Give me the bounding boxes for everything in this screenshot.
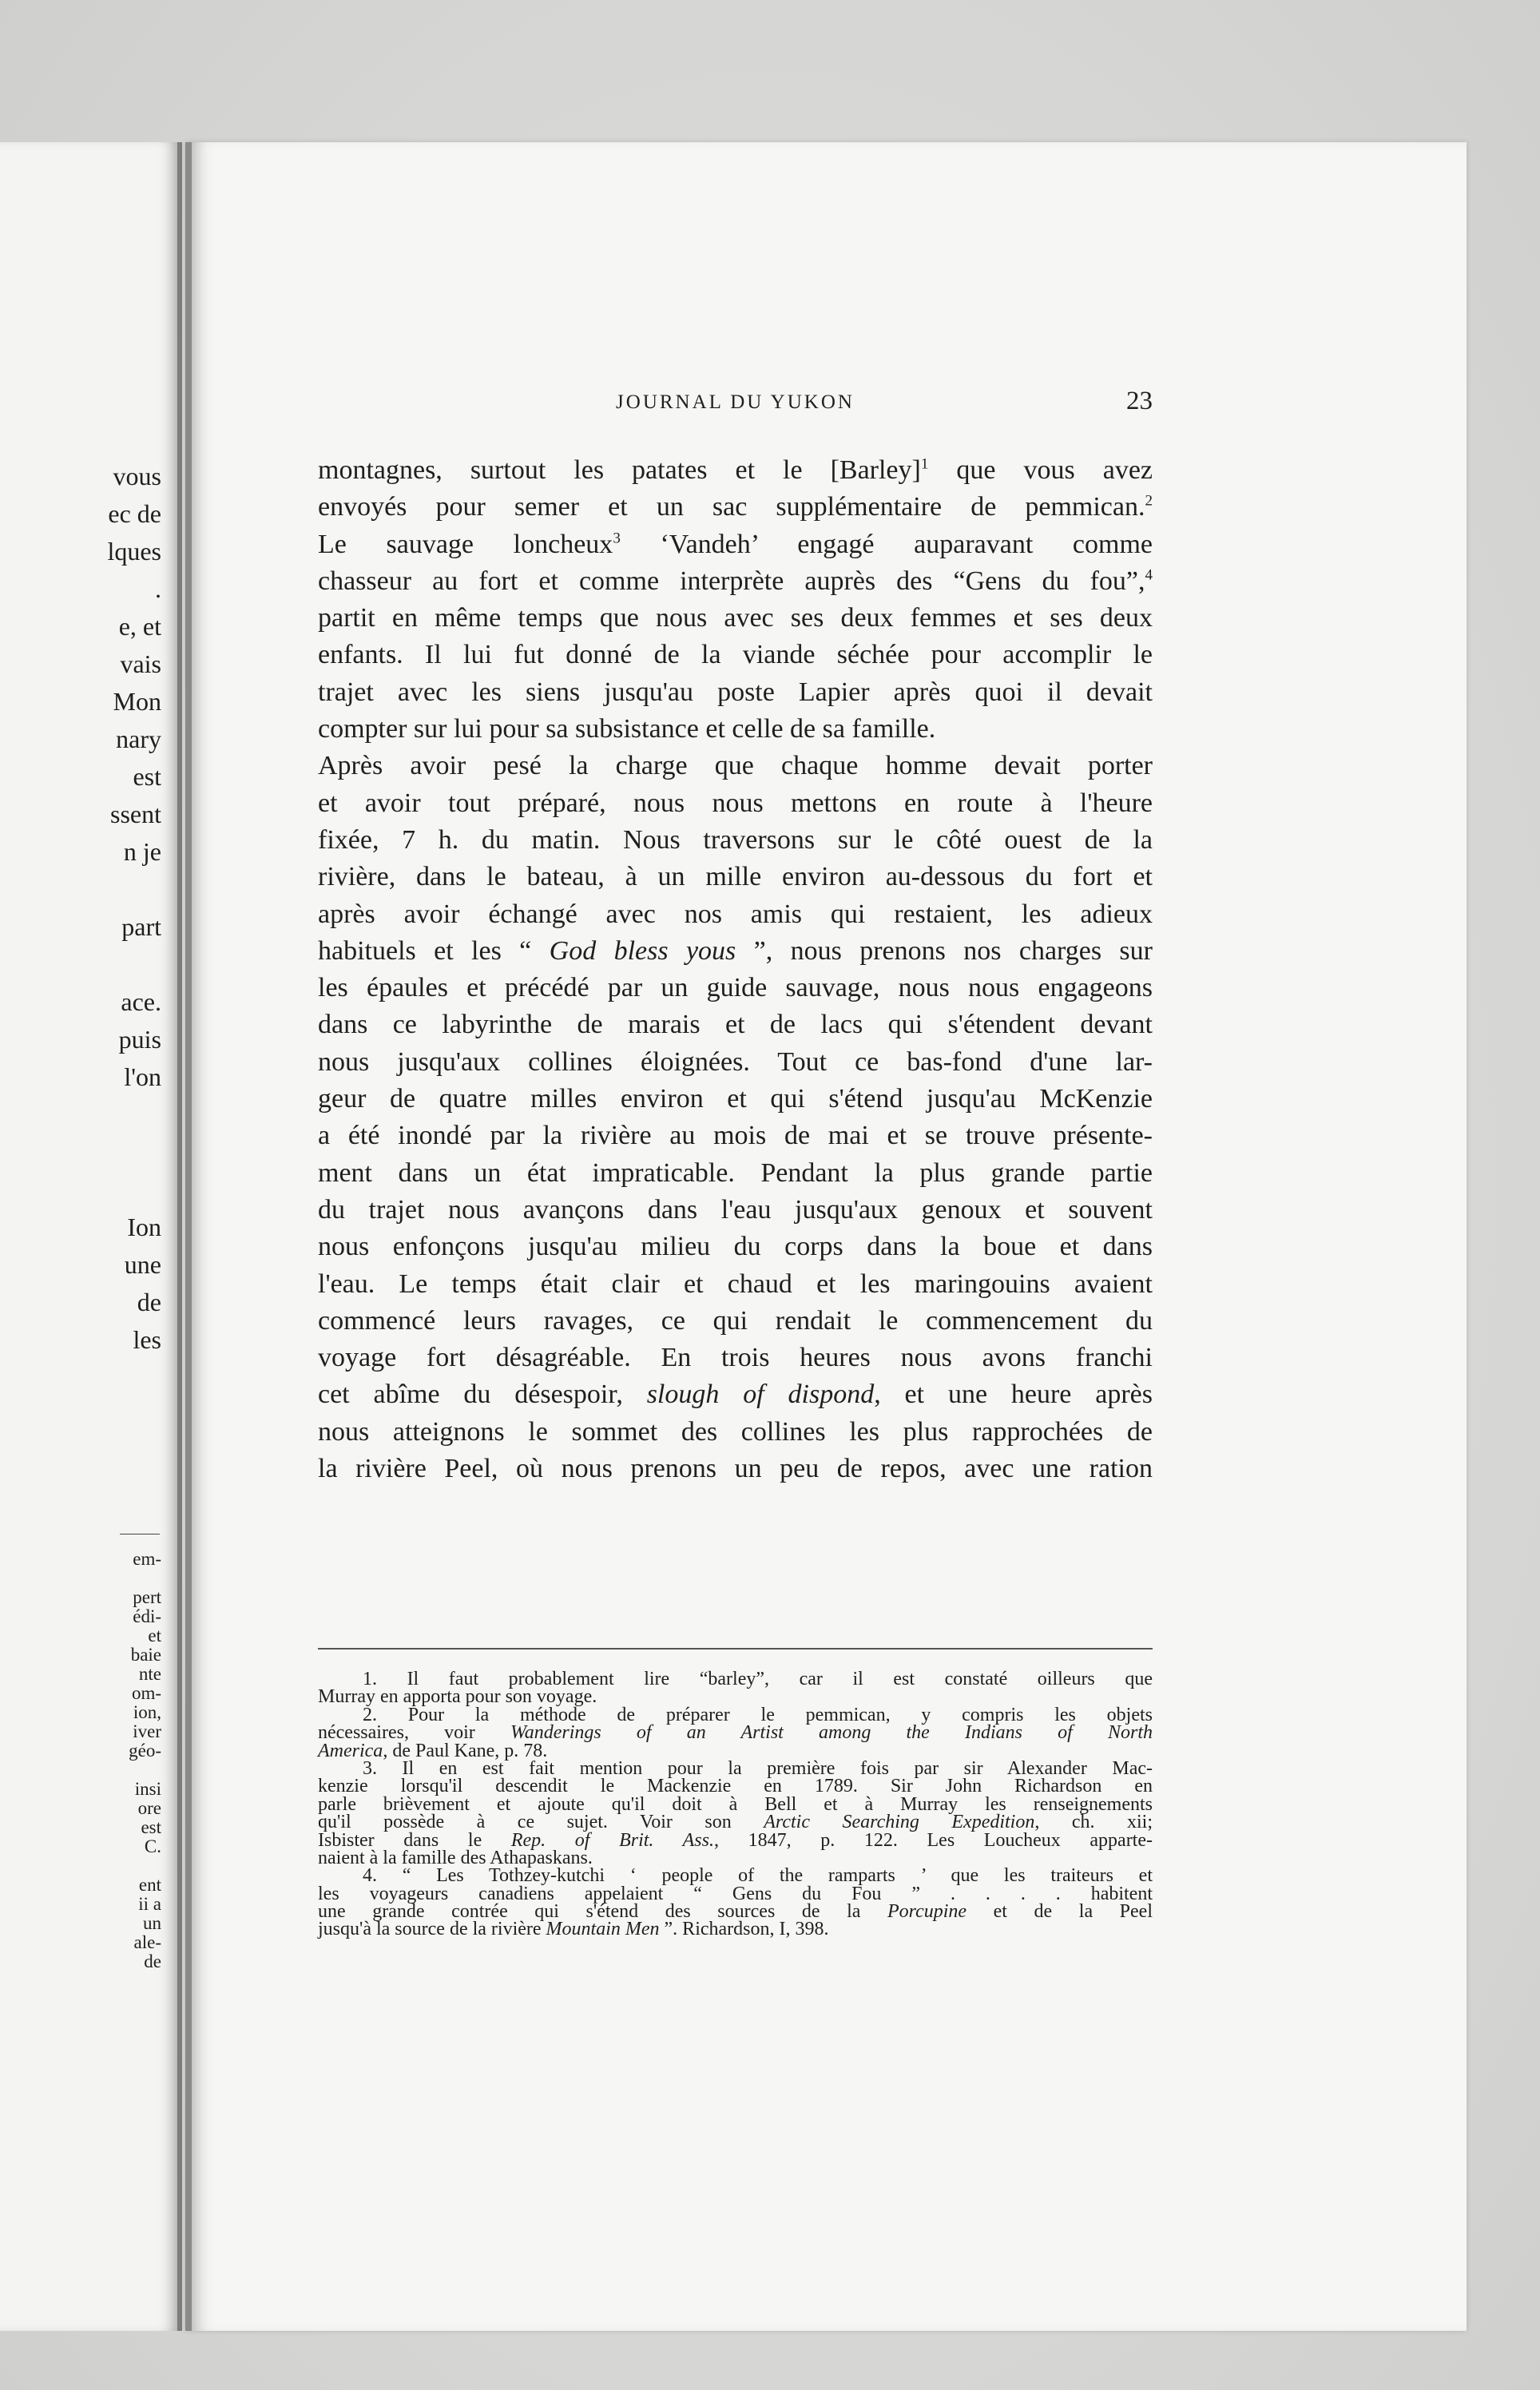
previous-page-note-line: iver — [133, 1721, 161, 1741]
footnote-line — [318, 1777, 1153, 1795]
previous-page-note-line: est — [141, 1817, 161, 1837]
body-text — [318, 452, 1153, 1487]
text-segment: envoyés pour semer et un sac supplémentaire de pemmican. — [318, 492, 1145, 522]
text-segment: ment dans un état impraticable. Pendant la plus grande partie — [318, 1157, 1153, 1188]
footnote-line — [318, 1865, 1153, 1887]
body-line — [318, 1266, 1153, 1303]
text-segment: 2. Pour la méthode de préparer le pemmican, y compris les objets — [363, 1704, 1153, 1725]
body-line — [318, 1376, 1153, 1413]
text-segment: ”. Richardson, I, 398. — [659, 1919, 829, 1940]
previous-page-line — [0, 1171, 168, 1209]
page-number: 23 — [1126, 387, 1153, 415]
italic-title: God bless yous — [549, 935, 736, 966]
text-segment: chasseur au fort et comme interprète auprès des “Gens du fou”, — [318, 566, 1145, 596]
previous-page-note-line: géo- — [129, 1741, 161, 1761]
previous-page-note-line: ent — [138, 1875, 161, 1895]
body-line — [318, 600, 1153, 637]
previous-page-line: . — [155, 574, 161, 603]
previous-page-line: ace. — [121, 987, 161, 1016]
previous-page-line: vais — [120, 649, 161, 678]
text-segment: naient à la famille des Athapaskans. — [318, 1847, 593, 1868]
text-segment: habituels et les “ — [318, 935, 550, 966]
text-segment: trajet avec les siens jusqu'au poste Lapier après quoi il devait — [318, 677, 1153, 707]
body-line — [318, 1229, 1153, 1265]
previous-page-line: de — [137, 1288, 161, 1316]
text-segment: a été inondé par la rivière au mois de mai et se trouve présente- — [318, 1121, 1153, 1151]
previous-page-line: n je — [123, 837, 161, 866]
previous-page-edge — [0, 142, 182, 2331]
previous-page-footnotes — [0, 1550, 168, 1971]
text-segment: nous atteignons le sommet des collines les plus rapprochées de — [318, 1416, 1153, 1447]
text-segment: la rivière Peel, où nous prenons un peu de repos, avec une ration — [318, 1454, 1153, 1484]
body-line — [318, 1303, 1153, 1340]
text-segment: montagnes, surtout les patates et le [Barley] — [318, 455, 921, 485]
footnote-marker: 4 — [1145, 566, 1153, 584]
italic-title: Mountain Men — [546, 1919, 660, 1940]
previous-page-note-line: ore — [137, 1798, 161, 1818]
previous-page-line: l'on — [124, 1062, 161, 1091]
text-segment: 3. Il en est fait mention pour la première fois par sir Alexander Mac- — [363, 1757, 1153, 1779]
footnote-line — [318, 1813, 1153, 1831]
body-line — [318, 489, 1153, 526]
body-line — [318, 1044, 1153, 1081]
text-segment: nous enfonçons jusqu'au milieu du corps dans la boue et dans — [318, 1232, 1153, 1262]
previous-page-note-line: ii a — [138, 1894, 161, 1914]
text-segment: ‘Vandeh’ engagé auparavant comme — [620, 529, 1153, 559]
previous-page-line — [0, 946, 168, 983]
text-segment: rivière, dans le bateau, à un mille environ au-dessous du fort et — [318, 862, 1153, 892]
italic-title: slough of dispond — [646, 1380, 875, 1410]
previous-page-line: e, et — [118, 612, 161, 641]
previous-page-line: une — [124, 1250, 161, 1279]
text-segment: , ch. xii; — [1034, 1812, 1153, 1833]
text-segment: Isbister dans le — [318, 1829, 511, 1851]
body-line — [318, 896, 1153, 933]
previous-page-note-line: baie — [130, 1645, 161, 1665]
text-segment: dans ce labyrinthe de marais et de lacs qui s'étendent devant — [318, 1010, 1153, 1040]
footnote-line — [318, 1757, 1153, 1779]
footnotes — [318, 1670, 1153, 1939]
previous-page-line — [0, 1133, 168, 1171]
footnote-marker: 1 — [920, 455, 929, 473]
body-line — [318, 526, 1153, 563]
body-line — [318, 674, 1153, 711]
body-line — [318, 1155, 1153, 1192]
text-segment: commencé leurs ravages, ce qui rendait le commencement du — [318, 1305, 1153, 1336]
text-segment: nécessaires, voir — [318, 1722, 510, 1744]
previous-page-note-line — [0, 1569, 168, 1588]
text-segment: les voyageurs canadiens appelaient “ Gens du Fou ” . . . . habitent — [318, 1883, 1153, 1904]
footnote-line — [318, 1849, 1153, 1867]
running-header — [318, 388, 1153, 420]
previous-page-line — [0, 1096, 168, 1133]
italic-title: Rep. of Brit. Ass. — [510, 1829, 714, 1851]
previous-page-line: part — [121, 912, 161, 941]
body-line — [318, 1192, 1153, 1229]
text-segment: , 1847, p. 122. Les Loucheux apparte- — [713, 1829, 1153, 1851]
text-segment: , de Paul Kane, p. 78. — [383, 1740, 548, 1761]
body-line — [318, 1006, 1153, 1043]
previous-page-note-line: insi — [134, 1779, 161, 1799]
previous-page-note-line: C. — [144, 1836, 161, 1856]
text-segment: et de la Peel — [966, 1901, 1153, 1923]
previous-page-text — [0, 458, 168, 1359]
footnote-marker: 2 — [1145, 492, 1153, 510]
text-segment: partit en même temps que nous avec ses deux femmes et ses deux — [318, 603, 1153, 633]
previous-page-line: les — [133, 1325, 161, 1354]
previous-page-note-line: de — [144, 1951, 161, 1971]
text-segment: fixée, 7 h. du matin. Nous traversons sur le côté ouest de la — [318, 824, 1153, 855]
previous-page-line: ssent — [110, 800, 161, 828]
body-line — [318, 970, 1153, 1006]
body-line — [318, 1081, 1153, 1118]
text-segment: kenzie lorsqu'il descendit le Mackenzie en 1789. Sir John Richardson en — [318, 1776, 1153, 1797]
text-segment: , et une heure après — [874, 1380, 1153, 1410]
previous-page-note-line: em- — [133, 1549, 161, 1569]
body-line — [318, 563, 1153, 600]
footnote-line — [318, 1686, 1153, 1708]
previous-page-note-line: un — [143, 1913, 161, 1933]
book-page — [185, 142, 1467, 2331]
previous-page-note-line: pert — [133, 1587, 161, 1607]
text-segment: nous jusqu'aux collines éloignées. Tout ce bas-fond d'une lar- — [318, 1046, 1153, 1077]
body-line — [318, 637, 1153, 673]
text-segment: compter sur lui pour sa subsistance et celle de sa famille. — [318, 714, 936, 744]
previous-page-note-line: ion, — [133, 1702, 161, 1722]
text-segment: ”, nous prenons nos charges sur — [736, 935, 1153, 966]
text-segment: jusqu'à la source de la rivière — [318, 1919, 546, 1940]
body-line — [318, 748, 1153, 784]
previous-page-line: ec de — [108, 499, 161, 528]
body-line — [318, 785, 1153, 822]
previous-page-line: est — [133, 762, 161, 791]
previous-page-line: lques — [107, 537, 161, 566]
previous-page-note-line: édi- — [133, 1606, 161, 1626]
previous-page-line — [0, 871, 168, 908]
italic-title: America — [318, 1740, 383, 1761]
text-segment: geur de quatre milles environ et qui s'étend jusqu'au McKenzie — [318, 1084, 1153, 1114]
text-segment: enfants. Il lui fut donné de la viande séchée pour accomplir le — [318, 640, 1153, 670]
previous-page-note-line: om- — [131, 1683, 161, 1703]
footnote-line — [318, 1742, 1153, 1760]
previous-page-note-line — [0, 1761, 168, 1780]
footnote-line — [318, 1706, 1153, 1724]
text-segment: Après avoir pesé la charge que chaque homme devait porter — [318, 751, 1153, 781]
previous-page-line: Mon — [113, 687, 161, 716]
text-segment: voyage fort désagréable. En trois heures nous avons franchi — [318, 1343, 1153, 1373]
text-segment: qu'il possède à ce sujet. Voir son — [318, 1812, 764, 1833]
body-line — [318, 1118, 1153, 1154]
body-line — [318, 822, 1153, 859]
footnote-marker: 3 — [613, 530, 621, 547]
footnote-line — [318, 1885, 1153, 1903]
previous-page-note-line: et — [148, 1626, 161, 1646]
text-segment: Murray en apporta pour son voyage. — [318, 1686, 597, 1708]
text-segment: l'eau. Le temps était clair et chaud et les maringouins avaient — [318, 1268, 1153, 1299]
footnote-line — [318, 1901, 1153, 1923]
footnote-line — [318, 1793, 1153, 1815]
previous-page-line: nary — [116, 725, 161, 753]
previous-page-line: vous — [113, 462, 161, 490]
footnote-rule — [318, 1648, 1153, 1650]
body-line — [318, 859, 1153, 895]
text-segment: après avoir échangé avec nos amis qui restaient, les adieux — [318, 899, 1153, 929]
footnote-line — [318, 1829, 1153, 1851]
text-segment: 1. Il faut probablement lire “barley”, car il est constaté oilleurs que — [363, 1669, 1153, 1689]
body-line — [318, 1414, 1153, 1451]
previous-page-note-line — [0, 1856, 168, 1876]
previous-page-note-line: ale- — [133, 1932, 161, 1952]
running-title: JOURNAL DU YUKON — [616, 391, 855, 413]
previous-page-note-line: nte — [138, 1664, 161, 1684]
footnote-line — [318, 1722, 1153, 1744]
body-line — [318, 711, 1153, 748]
body-line — [318, 452, 1153, 489]
text-segment: une grande contrée qui s'étend des sources de la — [318, 1901, 887, 1923]
italic-title: Porcupine — [887, 1901, 967, 1923]
body-line — [318, 1340, 1153, 1376]
italic-title: Arctic Searching Expedition — [764, 1812, 1035, 1833]
text-segment: 4. “ Les Tothzey-kutchi ‘ people of the ramparts ’ que les traiteurs et — [363, 1865, 1153, 1887]
text-segment: Le sauvage loncheux — [318, 529, 613, 559]
footnote-line — [318, 1670, 1153, 1688]
italic-title: Wanderings of an Artist among the Indians of North — [510, 1722, 1153, 1744]
text-segment: les épaules et précédé par un guide sauvage, nous nous engageons — [318, 973, 1153, 1003]
previous-page-line: puis — [118, 1025, 161, 1054]
text-segment: et avoir tout préparé, nous nous mettons en route à l'heure — [318, 788, 1153, 818]
text-segment: que vous avez — [928, 455, 1153, 485]
text-segment: cet abîme du désespoir, — [318, 1380, 647, 1410]
body-line — [318, 1451, 1153, 1487]
previous-page-line: Ion — [127, 1213, 161, 1241]
text-segment: parle brièvement et ajoute qu'il doit à Bell et à Murray les renseignements — [318, 1793, 1153, 1815]
footnote-line — [318, 1920, 1153, 1938]
body-line — [318, 933, 1153, 970]
text-segment: du trajet nous avançons dans l'eau jusqu'aux genoux et souvent — [318, 1194, 1153, 1225]
